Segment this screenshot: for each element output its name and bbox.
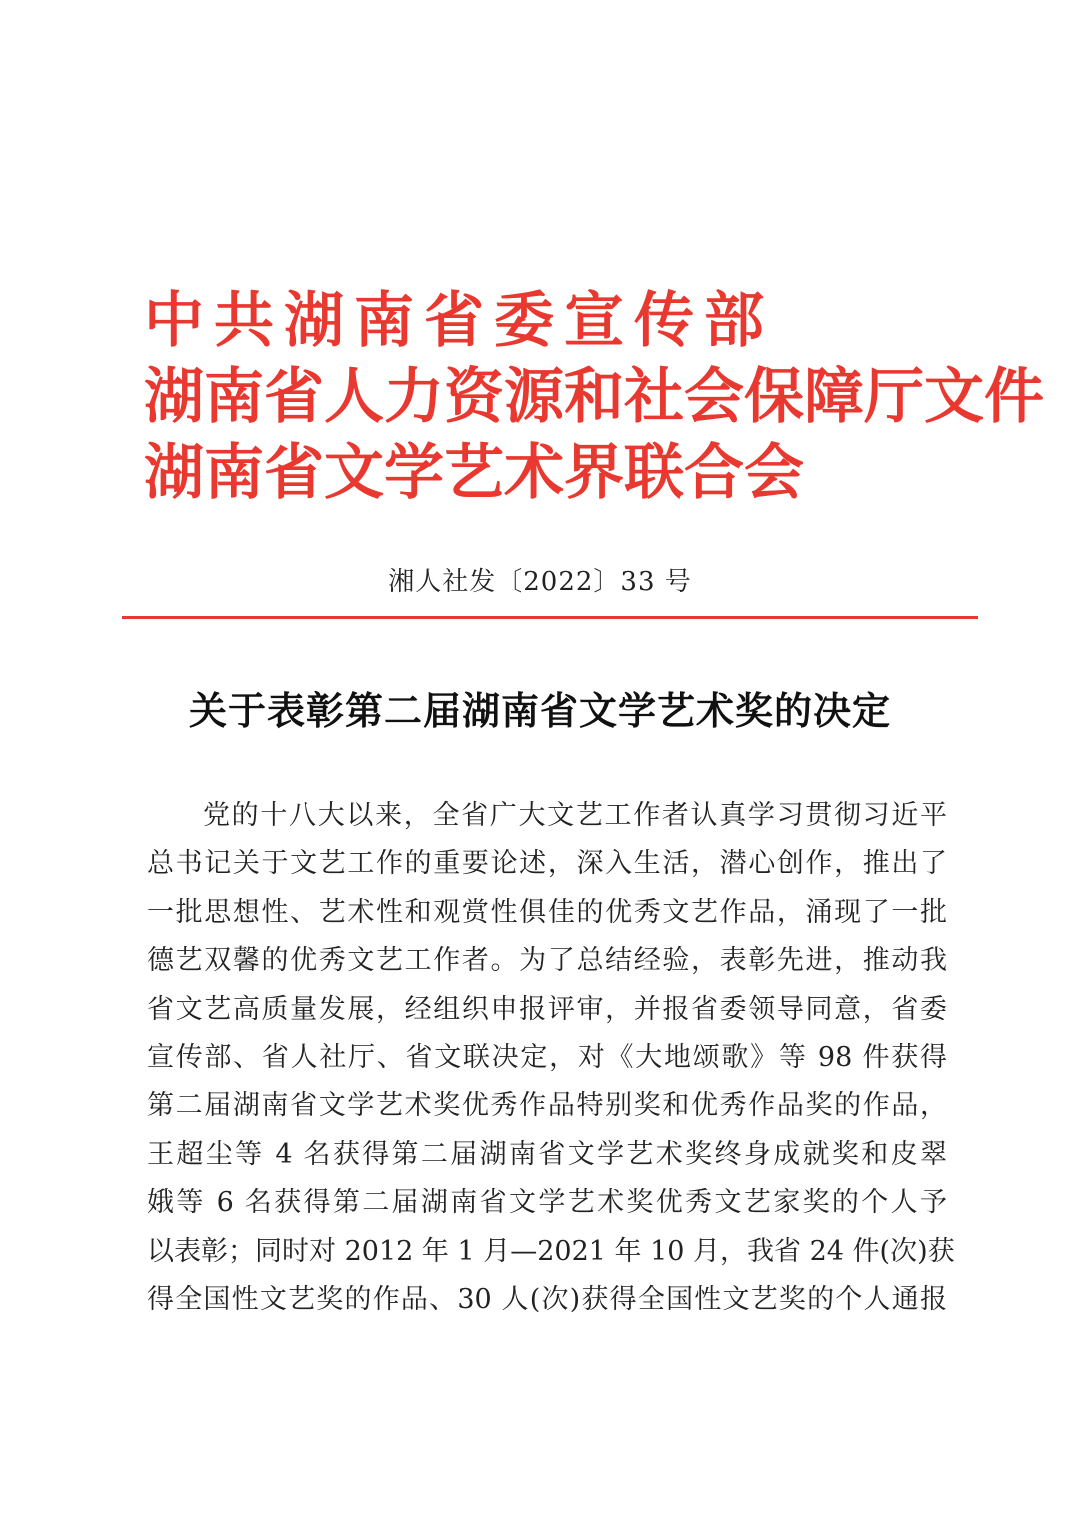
body-line: 第二届湖南省文学艺术奖优秀作品特别奖和优秀作品奖的作品，: [147, 1090, 947, 1122]
issuer-line-propaganda-dept: [144, 283, 1004, 359]
document-title: 关于表彰第二届湖南省文学艺术奖的决定: [188, 688, 891, 733]
body-line: 省文艺高质量发展，经组织申报评审，并报省委领导同意，省委: [147, 993, 947, 1025]
issuer-name: 湖南省文学艺术界联合会: [144, 438, 804, 508]
issuer-name: 湖南省人力资源和社会保障厅: [144, 362, 924, 432]
body-line: 得全国性文艺奖的作品、30 人(次)获得全国性文艺奖的个人通报: [147, 1283, 947, 1315]
body-line: 王超尘等 4 名获得第二届湖南省文学艺术奖终身成就奖和皮翠: [147, 1138, 947, 1170]
body-line: 德艺双馨的优秀文艺工作者。为了总结经验，表彰先进，推动我: [147, 945, 947, 977]
body-line: 以表彰；同时对 2012 年 1 月—2021 年 10 月，我省 24 件(次)获: [147, 1235, 955, 1267]
body-line: 宣传部、省人社厅、省文联决定，对《大地颂歌》等 98 件获得: [147, 1041, 947, 1073]
issuer-header: [144, 283, 1044, 511]
issuer-line-hr-dept: [144, 359, 1044, 435]
document-number: 湘人社发〔2022〕33 号: [388, 567, 692, 597]
issuer-name: 中共湖南省委宣传部: [144, 286, 774, 356]
red-divider: [122, 616, 978, 619]
issuer-suffix: 文件: [924, 362, 1044, 432]
body-line: 党的十八大以来，全省广大文艺工作者认真学习贯彻习近平: [203, 800, 947, 831]
issuer-line-arts-federation: [144, 435, 1004, 511]
body-line: 总书记关于文艺工作的重要论述，深入生活，潜心创作，推出了: [147, 848, 947, 880]
body-line: 娥等 6 名获得第二届湖南省文学艺术奖优秀文艺家奖的个人予: [147, 1187, 947, 1219]
body-paragraph: [147, 792, 955, 1324]
body-line: 一批思想性、艺术性和观赏性俱佳的优秀文艺作品，涌现了一批: [147, 896, 947, 928]
